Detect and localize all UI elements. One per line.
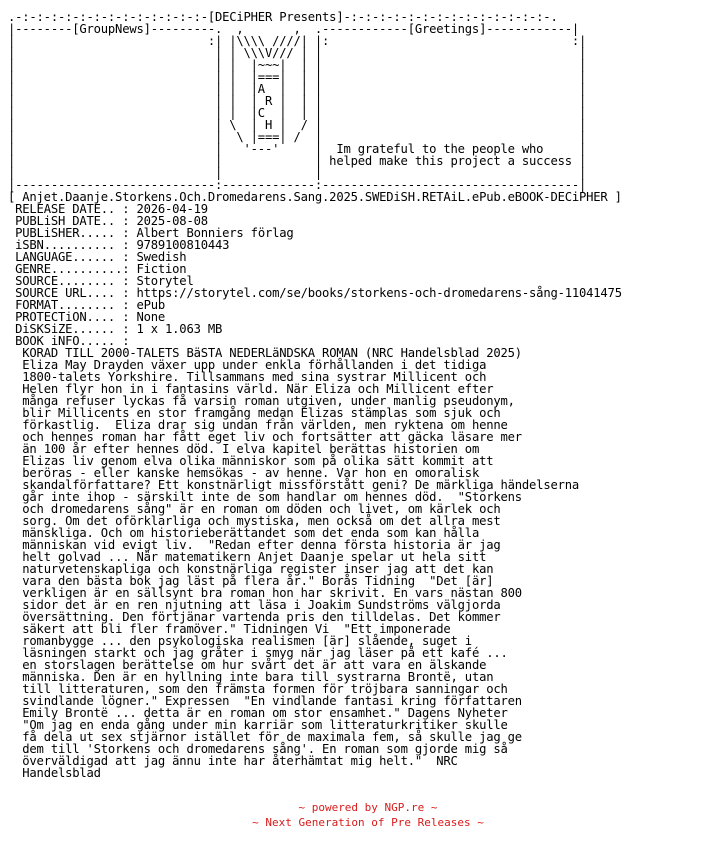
field-value: Swedish [136,250,187,264]
book-info-line: vara den bästa bok jag läst på flera år." Borås Tidning "Det [är] [22,574,494,588]
field-label: iSBN.......... : [15,238,130,252]
book-info-line: romanbygge ... den psykologiska realismen [är] slående, suget i [22,634,472,648]
field-value: Fiction [136,262,187,276]
release-name: [ Anjet.Daanje.Storkens.Och.Dromedarens.Sang.2025.SWEDiSH.RETAiL.ePub.eBOOK-DECiPHER ] [8,190,622,204]
book-info-line: mänskliga. Och om historieberättandet som det enda som kan hålla [22,526,480,540]
header-line: |----------------------------:-------------:------------------------------------| [8,178,587,192]
book-info-line: läsningen starkt och jag gråter i smyg när jag läser på ett kafé ... [22,646,508,660]
field-value: 2025-08-08 [136,214,208,228]
header-line: | | | |C | | | | [8,106,587,120]
field-label: PUBLiSH DATE.. : [15,214,130,228]
field-value: Albert Bonniers förlag [136,226,294,240]
book-info-line: Elizas liv genom elva olika människor som på olika sätt kommit att [22,454,494,468]
header-line: | | | \\\V/// | | | [8,46,587,60]
field-value: 2026-04-19 [136,202,208,216]
book-info-line: KORAD TILL 2000-TALETS BäSTA NEDERLäNDSKA ROMAN (NRC Handelsblad 2025) [22,346,522,360]
field-label: PROTECTiON.... : [15,310,130,324]
header-line: | | | | [8,166,587,180]
header-line: | | '---' | Im grateful to the people who | [8,142,587,156]
header-line: | | | |~~~| | | | [8,58,587,72]
header-line: | | | |A | | | | [8,82,587,96]
field-label: LANGUAGE...... : [15,250,130,264]
field-value: https://storytel.com/se/books/storkens-och-dromedarens-sång-11041475 [136,286,622,300]
book-info-line: går inte ihop - särskilt inte de som handlar om hennes död. "Storkens [22,490,522,504]
book-info-line: än 100 år efter hennes död. I elva kapitel berättas historien om [22,442,480,456]
header-line: | | | | R | | | | [8,94,587,108]
field-value: Storytel [136,274,194,288]
field-label: BOOK iNFO..... : [15,334,130,348]
field-value: None [136,310,166,324]
book-info-line: sorg. Om det oförklarliga och mystiska, men också om det allra mest [22,514,501,528]
book-info-line: skandalförfattare? Ett konstnärligt missförstått geni? De märkliga händelserna [22,478,580,492]
book-info-line: svindlande lögner." Expressen "En vindlande fantasi kring författaren [22,694,522,708]
book-info-line: säkert att bli fler framöver." Tidningen Vi "Ett imponerade [22,622,451,636]
book-info-line: till litteraturen, som den främsta formen för tröjbara sanningar och [22,682,508,696]
header-line: | | | helped make this project a success | [8,154,587,168]
book-info-line: Eliza May Drayden växer upp under enkla förhållanden i det tidiga [22,358,487,372]
book-info-line: Handelsblad [22,766,101,780]
field-label: GENRE..........: [15,262,130,276]
book-info-line: blir Millicents en stor framgång medan Elizas stämplas som sjuk och [22,406,501,420]
field-label: SOURCE........ : [15,274,130,288]
book-info-line: verkligen är en sällsynt bra roman hon har skrivit. En vars nästan 800 [22,586,522,600]
field-label: DiSKSiZE...... : [15,322,130,336]
book-info-line: förkastlig. Eliza drar sig undan från världen, men ryktena om henne [22,418,508,432]
header-line: .-:-:-:-:-:-:-:-:-:-:-:-:-:-[DECiPHER Presents]-:-:-:-:-:-:-:-:-:-:-:-:-:-:-. [8,10,558,24]
field-label: RELEASE DATE.. : [15,202,130,216]
book-info-line: människa. Den är en hyllning inte bara till systrarna Brontë, utan [22,670,494,684]
ascii-header-box [8,10,586,192]
footer-tagline: ~ Next Generation of Pre Releases ~ [252,816,484,829]
book-info-line: en storslagen berättelse om hur svårt det är att vara en älskande [22,658,487,672]
field-value: ePub [136,298,166,312]
header-line: | | | |===| | | | [8,70,587,84]
book-info-line: naturvetenskapliga och konstnärliga register inser jag att det kan [22,562,494,576]
book-info-line: få dela ut sex stjärnor istället för de maximala fem, så skulle jag ge [22,730,522,744]
book-info-line: Helen flyr hon in i fantasins värld. När Eliza och Millicent efter [22,382,494,396]
book-info-line: överväldigad att jag ännu inte har återhämtat mig helt." NRC [22,754,458,768]
footer [0,800,704,830]
book-info-line: Emily Brontë ... detta är en roman om stor ensamhet." Dagens Nyheter [22,706,508,720]
book-info-line: dem till 'Storkens och dromedarens sång'. En roman som gjorde mig så [22,742,508,756]
book-info-line: och hennes roman har fått eget liv och fortsätter att gäcka läsare mer [22,430,522,444]
nfo-text [8,11,622,779]
book-info-line: sidor det är en ren njutning att läsa i Joakim Sundströms välgjorda [22,598,501,612]
book-info-line: beröras - eller kanske hemsökas - av henne. Var hon en omoralisk [22,466,480,480]
book-info-line: "Om jag en enda gång under min karriär som litteraturkritiker skulle [22,718,508,732]
book-info-line: 1800-talets Yorkshire. Tillsammans med sina systrar Millicent och [22,370,487,384]
field-value: 1 x 1.063 MB [136,322,223,336]
header-line: | :| |\\\\ ////| |: :| [8,34,587,48]
book-info [8,346,579,780]
book-info-line: människan vid evigt liv. "Redan efter denna första historia är jag [22,538,501,552]
header-line: | | \ | H | / | | [8,118,587,132]
book-info-line: och dromedarens sång" är en roman om döden och livet, om kärlek och [22,502,501,516]
book-info-line: översättning. Den förtjänar vartenda pris den tilldelas. Det kommer [22,610,501,624]
field-label: SOURCE URL.... : [15,286,130,300]
header-line: |--------[GroupNews]---------. , , .------------[Greetings]------------| [8,22,579,36]
book-info-line: många refuser lyckas få varsin roman utgiven, under manlig pseudonym, [22,394,515,408]
header-line: | | \ |===| / | | [8,130,587,144]
footer-powered-by: ~ powered by NGP.re ~ [298,801,438,814]
field-label: PUBLiSHER..... : [15,226,130,240]
book-info-line: helt golvad ... När matematikern Anjet Daanje spelar ut hela sitt [22,550,487,564]
field-label: FORMAT........ : [15,298,130,312]
release-fields [8,202,622,348]
field-value: 9789100810443 [136,238,230,252]
